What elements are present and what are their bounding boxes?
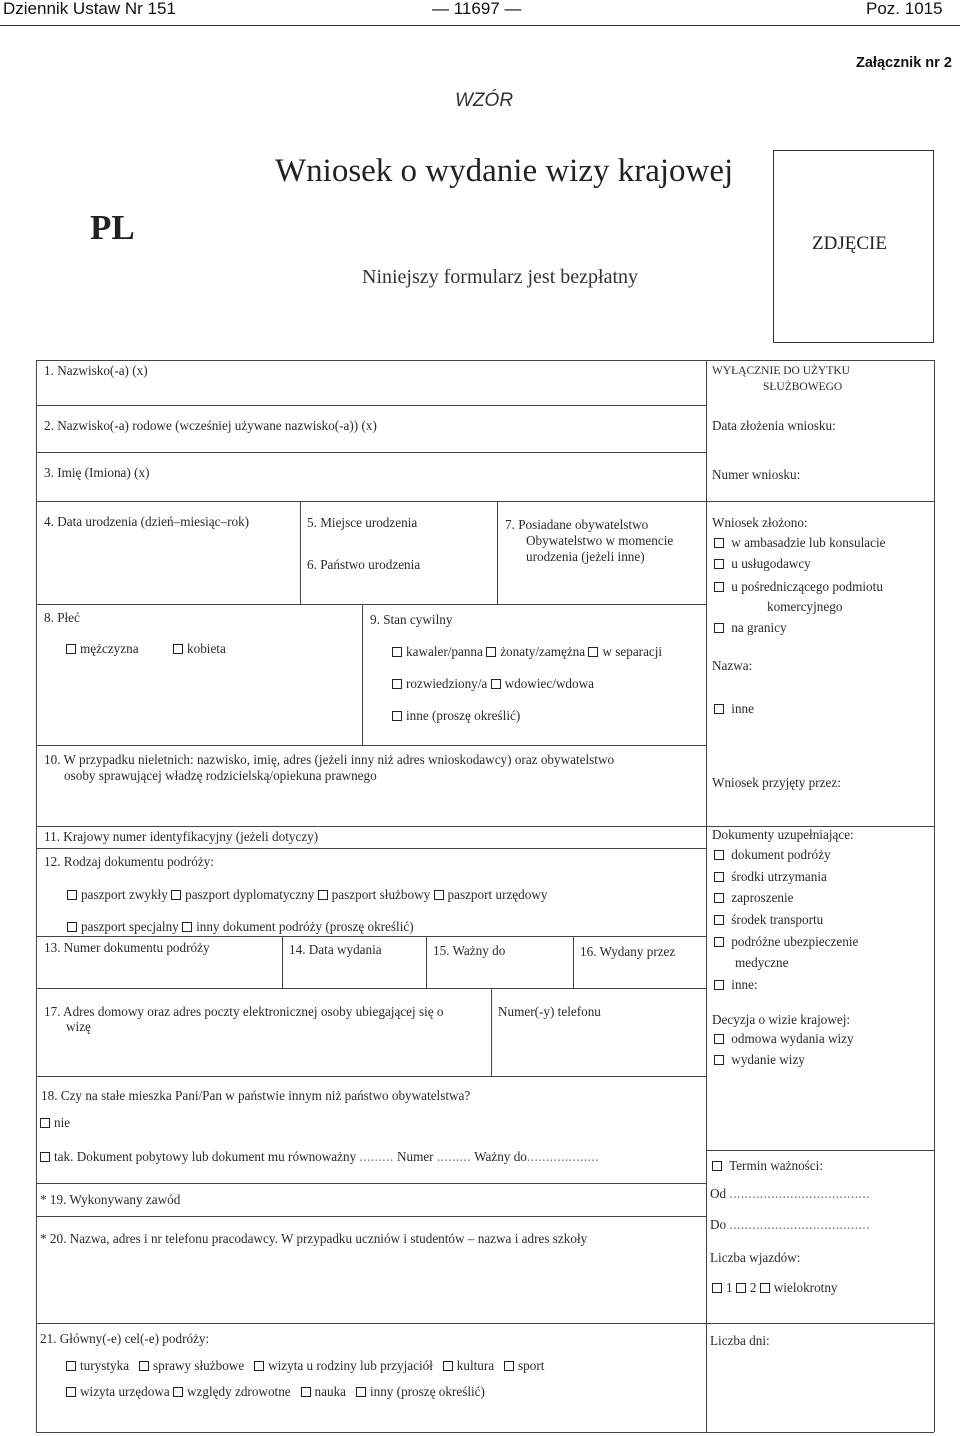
checkbox-icon[interactable] [139,1361,149,1371]
submitted-intermediary-option[interactable] [714,579,883,595]
checkbox-icon[interactable] [171,890,181,900]
row-line-18 [36,1076,706,1077]
checkbox-icon[interactable] [504,1361,514,1371]
country-code: PL [90,208,135,247]
purpose-official-label: wizyta urzędowa [80,1384,170,1399]
doc-service-label: paszport służbowy [331,887,431,902]
checkbox-icon[interactable] [182,922,192,932]
checkbox-icon[interactable] [318,890,328,900]
marital-single-label: kawaler/panna [406,644,483,659]
col-line-14-15 [426,936,427,988]
row-line-8 [36,604,362,605]
validity-from [710,1186,870,1202]
decision-label: Decyzja o wizie krajowej: [712,1012,851,1027]
purpose-business-label: sprawy służbowe [152,1358,245,1373]
doc-invitation-label: zaproszenie [731,890,794,905]
validity-option[interactable] [712,1158,823,1174]
checkbox-icon[interactable] [67,890,77,900]
field-14-label: 14. Data wydania [289,942,382,957]
row-line-10 [36,745,706,746]
purpose-other-label: inny (proszę określić) [369,1384,485,1399]
field-21-label: 21. Główny(-e) cel(-e) podróży: [40,1331,210,1346]
doc-other-label: inne: [731,977,758,992]
checkbox-icon[interactable] [714,538,724,548]
field-9-label: 9. Stan cywilny [370,612,453,627]
doc-means-option[interactable] [714,869,827,885]
marital-single-option[interactable] [392,644,483,659]
marital-married-option[interactable] [486,644,585,659]
purpose-tourism-label: turystyka [80,1358,130,1373]
col-line-13-14 [282,936,283,988]
doc-invitation-option[interactable] [714,890,794,906]
checkbox-icon[interactable] [714,559,724,569]
entries-1-option[interactable] [712,1280,733,1295]
validity-to-label: Do [710,1217,727,1232]
checkbox-icon[interactable] [714,893,724,903]
checkbox-icon[interactable] [588,647,598,657]
decision-issued-label: wydanie wizy [731,1052,805,1067]
field-20-label: * 20. Nazwa, adres i nr telefonu pracodawcy. W przypadku uczniów i studentów – nazwa i adres szkoły [40,1231,588,1246]
checkbox-icon[interactable] [356,1387,366,1397]
journal-title: Dziennik Ustaw Nr 151 [3,0,176,18]
page-number: — 11697 — [432,0,522,18]
validity-to-blank[interactable]: ..................................... [729,1217,870,1232]
doc-ordinary-label: paszport zwykły [81,887,168,902]
doc-insurance-label: podróżne ubezpieczenie [731,934,859,949]
entries-options [712,1280,838,1296]
doc-means-label: środki utrzymania [731,869,827,884]
supporting-docs-label: Dokumenty uzupełniające: [712,827,854,842]
row-line-3 [36,501,934,502]
field-10-label: 10. W przypadku nieletnich: nazwisko, imię, adres (jeżeli inny niż adres wnioskodawcy) oraz obywatelstwo [44,752,615,767]
marital-married-label: żonaty/zamężna [500,644,586,659]
doc-service-option[interactable] [318,887,431,902]
field-17-label-2: wizę [66,1019,91,1034]
doc-transport-label: środek transportu [731,912,824,927]
travel-doc-options-2 [67,919,414,935]
checkbox-icon[interactable] [714,1034,724,1044]
checkbox-icon[interactable] [714,704,724,714]
checkbox-icon[interactable] [254,1361,264,1371]
marital-other-option[interactable] [392,708,520,724]
official-heading-2: SŁUŻBOWEGO [763,381,843,393]
marital-status-options [392,644,662,660]
field-7-birth-label: Obywatelstwo w momencie [526,533,674,548]
doc-ordinary-option[interactable] [67,887,168,902]
checkbox-icon[interactable] [760,1283,770,1293]
field-2-label: 2. Nazwisko(-a) rodowe (wcześniej używane nazwisko(-a)) (x) [44,418,377,433]
entries-2-option[interactable] [736,1280,757,1295]
annex-label: Załącznik nr 2 [856,55,952,71]
residence-number-label: Numer [396,1149,434,1164]
checkbox-icon[interactable] [40,1118,50,1128]
entries-multi-option[interactable] [760,1280,838,1295]
purpose-culture-label: kultura [456,1358,495,1373]
field-11-label: 11. Krajowy numer identyfikacyjny (jeżeli dotyczy) [44,829,319,844]
marital-widowed-label: wdowiec/wdowa [504,676,594,691]
checkbox-icon[interactable] [434,890,444,900]
submitted-other-label: inne [731,701,755,716]
checkbox-icon[interactable] [714,1055,724,1065]
residence-yes-option[interactable] [40,1149,599,1165]
field-15-label: 15. Ważny do [433,943,506,958]
residence-no-option[interactable] [40,1115,70,1131]
checkbox-icon[interactable] [491,679,501,689]
purpose-medical-label: względy zdrowotne [187,1384,291,1399]
template-label: WZÓR [455,90,514,111]
date-submitted-label: Data złożenia wniosku: [712,418,836,433]
checkbox-icon[interactable] [736,1283,746,1293]
purpose-options [66,1358,544,1374]
row-line-21 [36,1323,934,1324]
checkbox-icon[interactable] [301,1387,311,1397]
purpose-business-option[interactable] [139,1358,244,1373]
entries-label: Liczba wjazdów: [710,1250,801,1265]
purpose-other-option[interactable] [356,1384,485,1399]
checkbox-icon[interactable] [714,915,724,925]
checkbox-icon[interactable] [714,980,724,990]
validity-from-label: Od [710,1186,727,1201]
entries-multi-label: wielokrotny [773,1280,838,1295]
purpose-sport-option[interactable] [504,1358,544,1373]
validity-label: Termin ważności: [729,1158,823,1173]
col-line-8-9 [362,604,363,745]
decision-issued-option[interactable] [714,1052,805,1068]
doc-special-label: paszport specjalny [81,919,179,934]
name-label: Nazwa: [712,658,753,673]
field-17-phone-label: Numer(-y) telefonu [498,1004,601,1019]
purpose-options-2 [66,1384,485,1400]
checkbox-icon[interactable] [66,1361,76,1371]
residence-yes-label: tak. Dokument pobytowy lub dokument mu równoważny [54,1149,357,1164]
residence-valid-label: Ważny do [474,1149,527,1164]
form-title: Wniosek o wydanie wizy krajowej [275,153,734,189]
doc-special-option[interactable] [67,919,179,934]
submitted-at-label: Wniosek złożono: [712,515,808,530]
official-line-validity [706,1150,934,1151]
row-line-9 [362,604,706,605]
residence-doc-blank[interactable]: ......... [359,1149,394,1164]
field-7-label: 7. Posiadane obywatelstwo [505,517,649,532]
marital-separated-option[interactable] [588,644,662,659]
marital-separated-label: w separacji [602,644,663,659]
checkbox-icon[interactable] [486,647,496,657]
row-line-17 [36,988,706,989]
checkbox-icon[interactable] [712,1283,722,1293]
purpose-sport-label: sport [518,1358,545,1373]
doc-travel-option[interactable] [714,847,831,863]
col-line-17-phone [491,988,492,1076]
field-10-label-2: osoby sprawującej władzę rodzicielską/opiekuna prawnego [64,768,377,783]
form-top-border [36,360,934,361]
doc-other-option[interactable] [182,919,414,934]
checkbox-icon[interactable] [443,1361,453,1371]
submitted-embassy-label: w ambasadzie lub konsulacie [731,535,886,550]
residence-valid-blank[interactable]: ................... [526,1149,600,1164]
row-line-20 [36,1216,706,1217]
checkbox-icon[interactable] [40,1152,50,1162]
doc-diplomatic-label: paszport dyplomatyczny [185,887,315,902]
photo-label: ZDJĘCIE [812,233,887,254]
field-7-birth-label-2: urodzenia (jeżeli inne) [526,549,645,564]
marital-other-label: inne (proszę określić) [406,708,521,723]
residence-number-blank[interactable]: ......... [436,1149,472,1164]
checkbox-icon[interactable] [714,582,724,592]
purpose-family-option[interactable] [254,1358,433,1373]
photo-box [773,150,934,343]
residence-no-label: nie [54,1115,71,1130]
field-3-label: 3. Imię (Imiona) (x) [44,465,150,480]
field-1-label: 1. Nazwisko(-a) (x) [44,363,148,378]
field-16-label: 16. Wydany przez [580,944,676,959]
doc-diplomatic-option[interactable] [171,887,314,902]
checkbox-icon[interactable] [714,872,724,882]
purpose-study-option[interactable] [301,1384,347,1399]
decision-refused-label: odmowa wydania wizy [731,1031,854,1046]
gender-male-label: mężczyzna [80,641,139,656]
submitted-border-option[interactable] [714,620,787,636]
decision-refused-option[interactable] [714,1031,854,1047]
official-heading: WYŁĄCZNIE DO UŻYTKU [712,365,850,377]
field-5-label: 5. Miejsce urodzenia [307,515,418,530]
row-line-2 [36,452,706,453]
doc-travel-label: dokument podróży [731,847,831,862]
submitted-embassy-option[interactable] [714,535,885,551]
application-number-label: Numer wniosku: [712,467,801,482]
checkbox-icon[interactable] [714,937,724,947]
validity-from-blank[interactable]: ..................................... [729,1186,870,1201]
doc-other-option[interactable] [714,977,758,993]
form-subtitle: Niniejszy formularz jest bezpłatny [362,266,639,288]
gender-female-label: kobieta [187,641,226,656]
purpose-family-label: wizyta u rodziny lub przyjaciół [268,1358,433,1373]
submitted-intermediary-label: u pośredniczącego podmiotu [731,579,883,594]
accepted-by-label: Wniosek przyjęty przez: [712,775,841,790]
validity-to [710,1217,870,1233]
row-line-19 [36,1183,706,1184]
form-right-border [934,360,935,1432]
entries-1-label: 1 [726,1280,733,1295]
checkbox-icon[interactable] [173,1387,183,1397]
gender-female-option[interactable] [173,641,226,657]
row-line-1 [36,405,706,406]
purpose-tourism-option[interactable] [66,1358,129,1373]
checkbox-icon[interactable] [67,922,77,932]
travel-doc-options [67,887,547,903]
doc-official-label: paszport urzędowy [447,887,548,902]
entries-2-label: 2 [749,1280,757,1295]
marital-divorced-label: rozwiedziony/a [406,676,488,691]
checkbox-icon[interactable] [392,711,402,721]
submitted-provider-option[interactable] [714,556,811,572]
submitted-intermediary-label-2: komercyjnego [767,599,843,614]
doc-insurance-option[interactable] [714,934,858,950]
gender-male-option[interactable] [66,641,139,657]
row-line-13 [36,936,706,937]
row-line-12 [36,848,706,849]
checkbox-icon[interactable] [66,644,76,654]
checkbox-icon[interactable] [66,1387,76,1397]
field-6-label: 6. Państwo urodzenia [307,557,421,572]
col-line-15-16 [573,936,574,988]
form-bottom-border [36,1432,934,1433]
marital-status-options-2 [392,676,594,692]
form-left-border [36,360,37,1432]
checkbox-icon[interactable] [173,644,183,654]
field-19-label: * 19. Wykonywany zawód [40,1192,181,1207]
field-8-label: 8. Płeć [44,610,80,625]
marital-divorced-option[interactable] [392,676,487,691]
days-label: Liczba dni: [710,1333,770,1348]
checkbox-icon[interactable] [712,1161,722,1171]
marital-widowed-option[interactable] [491,676,594,691]
doc-transport-option[interactable] [714,912,823,928]
purpose-medical-option[interactable] [173,1384,291,1399]
header-rule [0,25,960,26]
checkbox-icon[interactable] [714,850,724,860]
purpose-culture-option[interactable] [443,1358,494,1373]
doc-insurance-label-2: medyczne [735,955,789,970]
col-line-4-5 [300,501,301,604]
doc-official-option[interactable] [434,887,548,902]
official-column-divider [706,360,707,1432]
submitted-border-label: na granicy [731,620,787,635]
field-18-label: 18. Czy na stałe mieszka Pani/Pan w państwie innym niż państwo obywatelstwa? [41,1088,471,1103]
checkbox-icon[interactable] [392,679,402,689]
checkbox-icon[interactable] [392,647,402,657]
checkbox-icon[interactable] [714,623,724,633]
field-12-label: 12. Rodzaj dokumentu podróży: [44,854,214,869]
field-4-label: 4. Data urodzenia (dzień–miesiąc–rok) [44,514,250,529]
doc-other-label: inny dokument podróży (proszę określić) [196,919,414,934]
submitted-other-option[interactable] [714,701,754,717]
col-line-5-7 [497,501,498,604]
field-17-label: 17. Adres domowy oraz adres poczty elektronicznej osoby ubiegającej się o [44,1004,444,1019]
field-13-label: 13. Numer dokumentu podróży [44,940,210,955]
submitted-provider-label: u usługodawcy [731,556,811,571]
purpose-study-label: nauka [314,1384,347,1399]
position-number: Poz. 1015 [866,0,943,18]
purpose-official-option[interactable] [66,1384,170,1399]
